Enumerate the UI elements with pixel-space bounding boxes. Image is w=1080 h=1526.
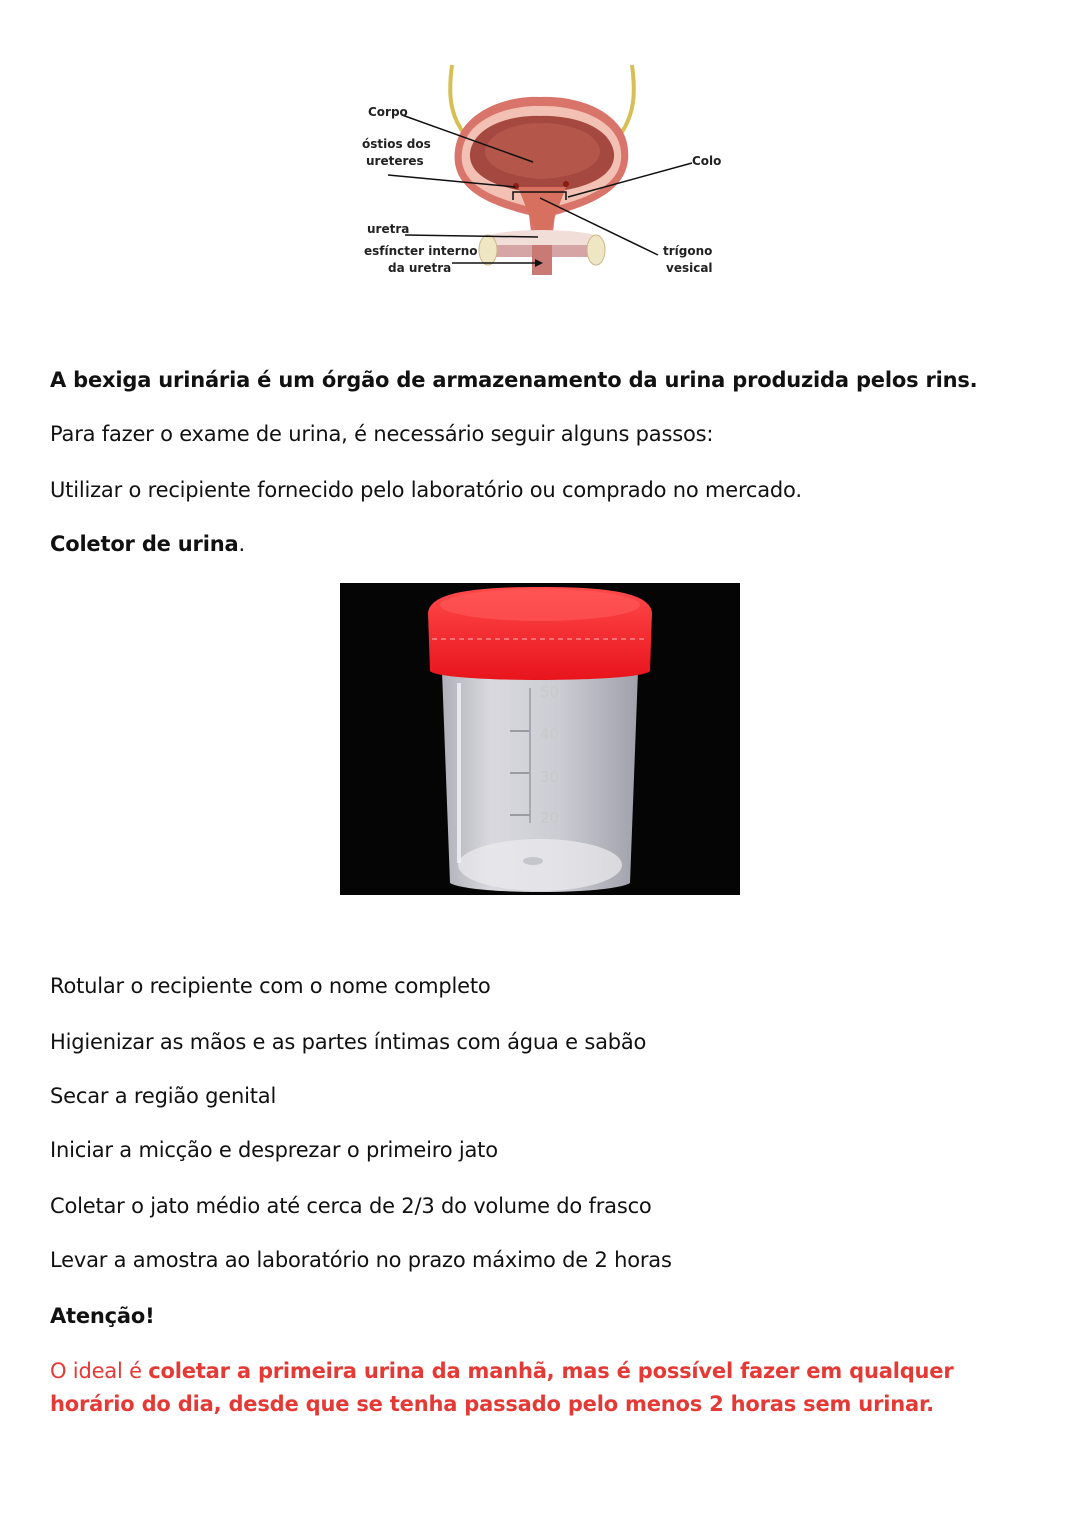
intro-bold-paragraph: A bexiga urinária é um órgão de armazenamento da urina produzida pelos rins.	[50, 368, 978, 392]
step-container-paragraph: Utilizar o recipiente fornecido pelo laboratório ou comprado no mercado.	[50, 478, 802, 502]
urine-collector-photo	[340, 583, 740, 895]
collector-caption-period: .	[238, 532, 245, 556]
graduation-20: 20	[540, 809, 560, 827]
attention-note-normal: O ideal é	[50, 1359, 149, 1383]
step-item: Coletar o jato médio até cerca de 2/3 do volume do frasco	[50, 1194, 652, 1218]
collector-caption-bold: Coletor de urina	[50, 532, 239, 556]
label-ostios-line1: óstios dos	[362, 137, 431, 151]
label-trigono-line1: trígono	[663, 244, 713, 258]
step-item: Higienizar as mãos e as partes íntimas com água e sabão	[50, 1030, 647, 1054]
collector-caption	[50, 529, 245, 559]
attention-heading: Atenção!	[50, 1304, 155, 1328]
label-trigono-line2: vesical	[666, 261, 713, 275]
step-item: Rotular o recipiente com o nome completo	[50, 974, 491, 998]
attention-note	[50, 1355, 1040, 1421]
graduation-40: 40	[540, 725, 560, 743]
label-uretra: uretra	[367, 222, 410, 236]
step-item: Iniciar a micção e desprezar o primeiro jato	[50, 1138, 498, 1162]
label-corpo: Corpo	[368, 105, 408, 119]
step-item: Levar a amostra ao laboratório no prazo máximo de 2 horas	[50, 1248, 672, 1272]
steps-intro-paragraph: Para fazer o exame de urina, é necessário seguir alguns passos:	[50, 422, 714, 446]
label-ostios-line2: ureteres	[366, 154, 424, 168]
label-esfincter-line2: da uretra	[388, 261, 452, 275]
attention-note-bold: coletar a primeira urina da manhã, mas é possível fazer em qualquer horário do dia, desde que se tenha passado pelo menos 2 horas sem urinar.	[50, 1359, 954, 1416]
step-item: Secar a região genital	[50, 1084, 277, 1108]
label-colo: Colo	[692, 154, 722, 168]
graduation-50: 50	[540, 683, 560, 701]
graduation-30: 30	[540, 768, 560, 786]
label-esfincter-line1: esfíncter interno	[364, 244, 478, 258]
bladder-anatomy-diagram	[340, 55, 740, 285]
